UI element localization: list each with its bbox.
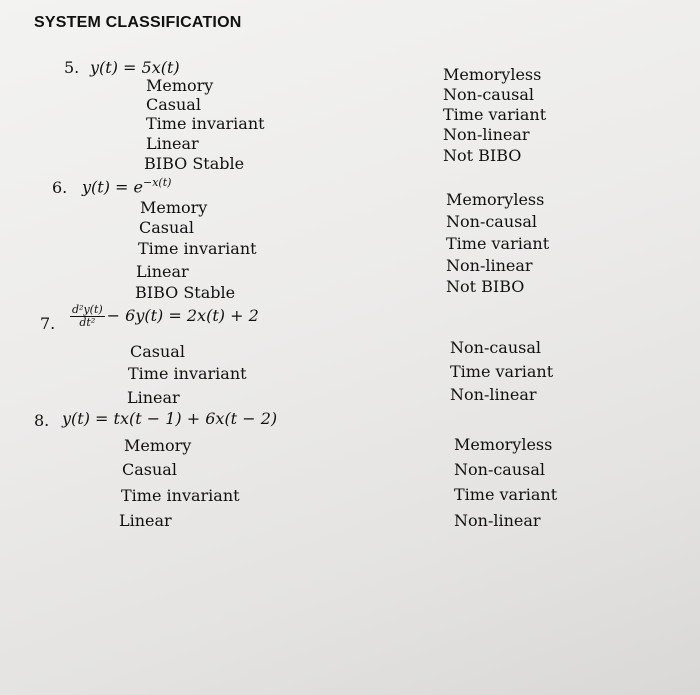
problem-5-option: Casual bbox=[146, 95, 201, 114]
problem-8-option: Linear bbox=[119, 511, 172, 530]
problem-7-option: Linear bbox=[127, 388, 180, 407]
problem-7-option: Time invariant bbox=[128, 364, 247, 383]
derivative-fraction: $\frac{\text{d²y(t)}}{\text{dt²}}$ bbox=[72, 303, 103, 329]
problem-8-answer: Time variant bbox=[454, 485, 558, 504]
problem-6-number: 6. bbox=[52, 178, 68, 197]
problem-6-option: Memory bbox=[140, 198, 208, 217]
problem-5-answer: Non-linear bbox=[443, 125, 530, 144]
page-title: SYSTEM CLASSIFICATION bbox=[34, 14, 242, 31]
problem-6-answer: Time variant bbox=[446, 234, 550, 253]
problem-5-option: Linear bbox=[146, 134, 199, 153]
problem-6-option: Casual bbox=[139, 218, 194, 237]
problem-8-equation: y(t) = tx(t − 1) + 6x(t − 2) bbox=[62, 409, 278, 428]
problem-8-option: Time invariant bbox=[121, 486, 240, 505]
problem-7-answer: Non-causal bbox=[450, 338, 542, 357]
problem-5-option: Time invariant bbox=[146, 114, 265, 133]
problem-8-option: Casual bbox=[122, 460, 177, 479]
problem-5-number: 5. bbox=[64, 58, 80, 77]
problem-6-option: Linear bbox=[136, 262, 189, 281]
problem-8-answer: Non-causal bbox=[454, 460, 546, 479]
problem-7-option: Casual bbox=[130, 342, 185, 361]
problem-6-answer: Non-causal bbox=[446, 212, 538, 231]
problem-5-answer: Time variant bbox=[443, 105, 547, 124]
problem-6-answer: Memoryless bbox=[446, 190, 545, 209]
problem-5-answer: Memoryless bbox=[443, 65, 542, 84]
problem-8-answer: Non-linear bbox=[454, 511, 541, 530]
problem-5-option: Memory bbox=[146, 76, 214, 95]
problem-6-answer: Not BIBO bbox=[446, 277, 525, 296]
problem-8-option: Memory bbox=[124, 436, 192, 455]
problem-7-answer: Non-linear bbox=[450, 385, 537, 404]
problem-7-answer: Time variant bbox=[450, 362, 554, 381]
problem-7-equation: $\frac{\text{d²y(t)}}{\text{dt²}}$ − 6y(t) = 2x(t) + 2 bbox=[72, 303, 259, 329]
problem-8-number: 8. bbox=[34, 411, 50, 430]
problem-6-equation: $y(t) = e^{-x(t)}$ bbox=[82, 176, 172, 197]
problem-5-option: BIBO Stable bbox=[144, 154, 245, 173]
problem-5-answer: Non-causal bbox=[443, 85, 535, 104]
problem-5-answer: Not BIBO bbox=[443, 146, 522, 165]
problem-6-option: Time invariant bbox=[138, 239, 257, 258]
problem-5-equation: y(t) = 5x(t) bbox=[90, 58, 180, 77]
problem-8-answer: Memoryless bbox=[454, 435, 553, 454]
problem-6-option: BIBO Stable bbox=[135, 283, 236, 302]
problem-7-number: 7. bbox=[40, 314, 56, 333]
problem-6-answer: Non-linear bbox=[446, 256, 533, 275]
